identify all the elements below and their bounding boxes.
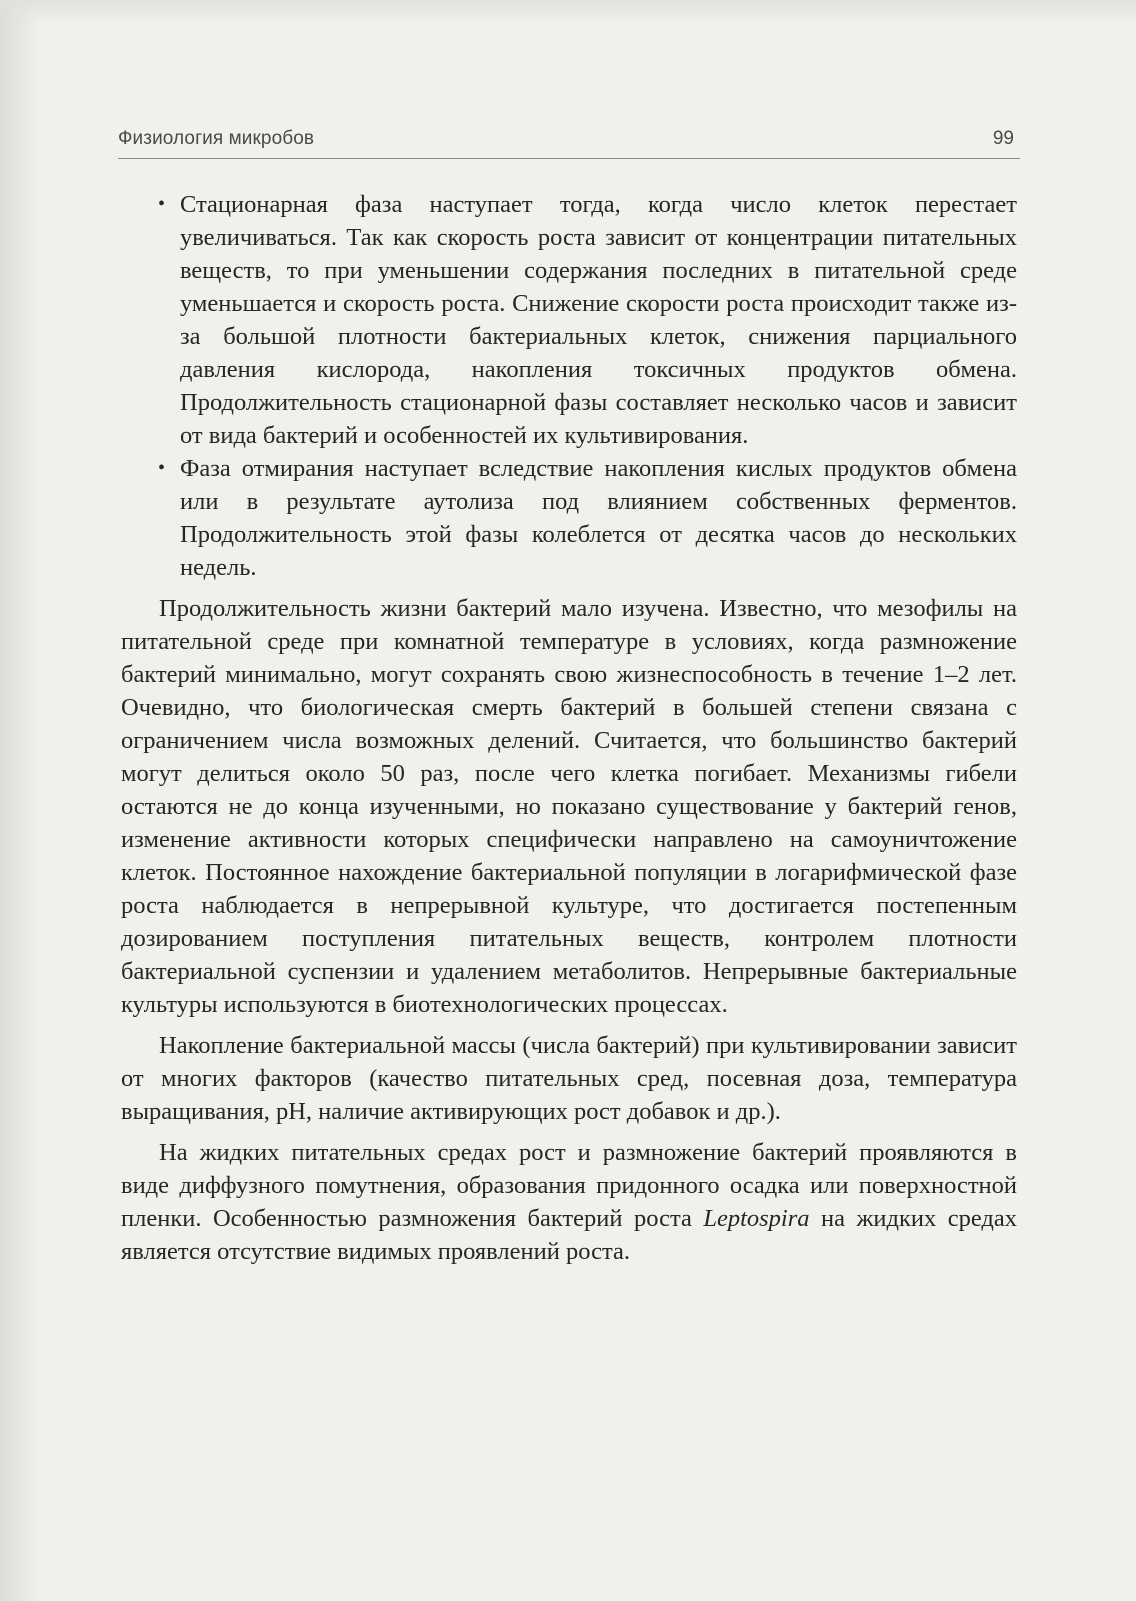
paragraph-lifespan: Продолжительность жизни бактерий мало изучена. Известно, что мезофилы на питательной среде при комнатной температуре в условиях, когда размножение бактерий минимально, могут сохранять свою жизнеспособность в течение 1–2 лет. Очевидно, что биологическая смерть бактерий в большей степени связана с ограничением числа возможных делений. Считается, что большинство бактерий могут делиться около 50 раз, после чего клетка погибает. Механизмы гибели остаются не до конца изученными, но показано существование у бактерий генов, изменение активности которых специфически направлено на самоуничтожение клеток. Постоянное нахождение бактериальной популяции в логарифмической фазе роста наблюдается в непрерывной культуре, что достигается постепенным дозированием поступления питательных веществ, контролем плотности бактериальной суспензии и удалением метаболитов. Непрерывные бактериальные культуры используются в биотехнологических процессах. [121, 595, 1017, 1018]
bullet-item-stationary-phase [121, 188, 1017, 452]
bullet-text: Стационарная фаза наступает тогда, когда число клеток перестает увеличиваться. Так как скорость роста зависит от концентрации питательных веществ, то при уменьшении содержания последних в питательной среде уменьшается и скорость роста. Снижение скорости роста происходит также из-за большой плотности бактериальных клеток, снижения парциального давления кислорода, накопления токсичных продуктов обмена. Продолжительность стационарной фазы составляет несколько часов и зависит от вида бактерий и особенностей их культивирования. [180, 191, 1017, 449]
page-number: 99 [992, 128, 1014, 149]
phase-bullet-list [121, 188, 1017, 584]
paragraph-text: на жидких средах является отсутствие видимых проявлений роста. [121, 1205, 1017, 1265]
bullet-item-death-phase [121, 452, 1017, 584]
bullet-text: Фаза отмирания наступает вследствие накопления кислых продуктов обмена или в результате аутолиза под влиянием собственных ферментов. Продолжительность этой фазы колеблется от десятка часов до нескольких недель. [180, 455, 1017, 581]
page-body [121, 188, 1017, 1268]
paragraph-text: На жидких питательных средах рост и размножение бактерий проявляются в виде диффузного помутнения, образования придонного осадка или поверхностной пленки. Особенностью размножения бактерий роста [121, 1139, 1017, 1232]
bullet-dot-icon: • [158, 457, 166, 479]
page-edge-shadow [0, 0, 40, 1601]
paragraph-biomass: Накопление бактериальной массы (числа бактерий) при культивировании зависит от многих факторов (качество питательных сред, посевная доза, температура выращивания, pH, наличие активирующих рост добавок и др.). [121, 1032, 1017, 1125]
genus-name: Leptospira [703, 1205, 810, 1232]
paragraph-liquid-media [121, 1136, 1017, 1268]
page-top-shadow [0, 0, 1136, 24]
bullet-dot-icon: • [158, 193, 166, 215]
running-header [118, 128, 1020, 159]
running-title: Физиология микробов [118, 128, 315, 149]
